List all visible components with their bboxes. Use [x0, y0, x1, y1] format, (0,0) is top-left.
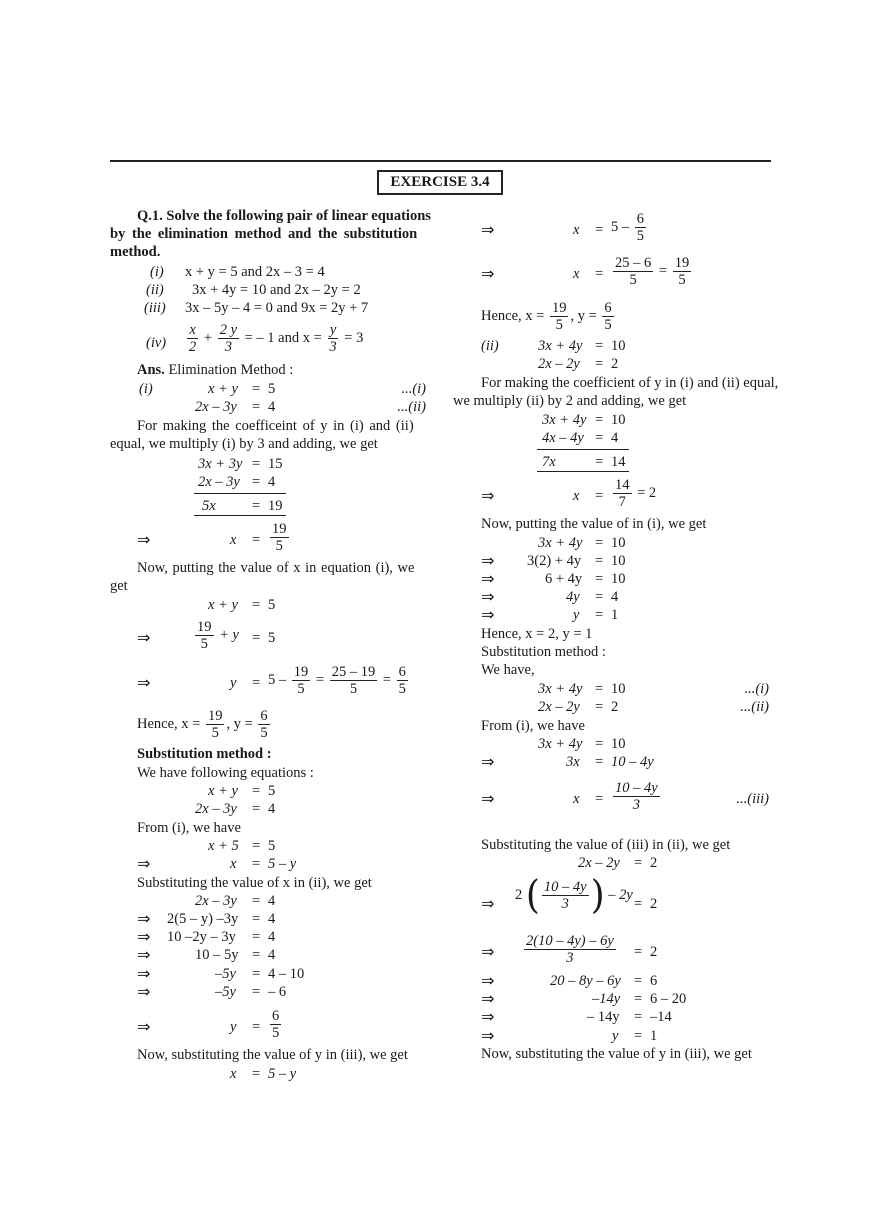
implies-icon: ⇒ — [481, 1007, 495, 1026]
a2-rhs: 4 — [611, 430, 619, 446]
r1-equals: = — [595, 222, 604, 238]
a3-rhs: 14 — [611, 454, 626, 470]
u1-lhs: 2x – 3y — [195, 893, 237, 909]
implies-icon: ⇒ — [481, 989, 495, 1008]
u6-rhs: – 6 — [268, 984, 287, 1000]
q1-rhs: 10 — [611, 681, 626, 697]
e1-equals: = — [595, 338, 604, 354]
part-ii-label: (ii) — [481, 338, 499, 354]
coef-text-2: equal, we multiply (i) by 3 and adding, we get — [110, 436, 378, 452]
q3-lhs: 3x + 4y — [538, 736, 583, 752]
w3-equals: = — [634, 944, 643, 960]
eq2-lhs: 2x – 3y — [195, 399, 237, 415]
q4-equals: = — [595, 754, 604, 770]
w5-rhs: 6 – 20 — [650, 991, 687, 1007]
u2-equals: = — [252, 911, 261, 927]
u7-lhs: y — [230, 1019, 237, 1035]
u5-lhs: –5y — [215, 966, 236, 982]
p2-lhs: 3(2) + 4y — [527, 553, 582, 569]
answer-heading: Ans. Elimination Method : — [137, 362, 294, 378]
t1-rhs: 5 — [268, 783, 276, 799]
w2-lhs: 2 ( $\frac{10 - 4y}{3}$ ) – 2y — [515, 872, 633, 918]
t2-equals: = — [252, 801, 261, 817]
subst-text: Substituting the value of x in (ii), we get — [137, 875, 372, 891]
x-variable: x — [230, 532, 237, 548]
u6-equals: = — [252, 984, 261, 1000]
hence-line: Hence, x = $\frac{19}{5}$ , y = $\frac{6}{5}$ — [137, 708, 268, 741]
e2-lhs: 2x – 2y — [538, 356, 580, 372]
implies-icon: ⇒ — [481, 587, 495, 606]
w4-equals: = — [634, 973, 643, 989]
coef-right-1: For making the coefficient of y in (i) and (ii) equal, — [481, 375, 779, 391]
w7-rhs: 1 — [650, 1028, 658, 1044]
r2-equals: = — [595, 266, 604, 282]
question-line-3: method. — [110, 244, 161, 260]
coef-right-2: we multiply (ii) by 2 and adding, we get — [453, 393, 687, 409]
item-iv-label: (iv) — [146, 335, 167, 351]
implies-icon: ⇒ — [137, 982, 151, 1001]
u8-rhs: 5 – y — [268, 1066, 297, 1082]
s3-lhs: y — [230, 675, 237, 691]
a2-lhs: 4x – 4y — [542, 430, 584, 446]
t3-equals: = — [252, 838, 261, 854]
s1-rhs: 5 — [268, 597, 276, 613]
implies-icon: ⇒ — [137, 1017, 151, 1036]
item-i-label: (i) — [150, 264, 164, 280]
add2-rhs: 4 — [268, 474, 276, 490]
a1-rhs: 10 — [611, 412, 626, 428]
add3-equals: = — [252, 498, 261, 514]
add2-equals: = — [252, 474, 261, 490]
put-text-2: get — [110, 578, 128, 594]
implies-icon: ⇒ — [481, 569, 495, 588]
u8-equals: = — [252, 1066, 261, 1082]
implies-icon: ⇒ — [137, 673, 151, 692]
t4-lhs: x — [230, 856, 237, 872]
t4-rhs: 5 – y — [268, 856, 297, 872]
implies-icon: ⇒ — [481, 1026, 495, 1045]
w2-rhs: 2 — [650, 896, 658, 912]
q5-tag: ...(iii) — [736, 791, 769, 807]
add3-lhs: 5x — [202, 498, 216, 514]
from-i-text: From (i), we have — [137, 820, 241, 836]
q2-equals: = — [595, 699, 604, 715]
item-iv-end: = 3 — [344, 329, 364, 346]
t2-rhs: 4 — [268, 801, 276, 817]
u7-equals: = — [252, 1019, 261, 1035]
u1-rhs: 4 — [268, 893, 276, 909]
w7-lhs: y — [612, 1028, 619, 1044]
eq2-tag: ...(ii) — [397, 399, 426, 415]
s3-rhs: 5 – $\frac{19}{5}$ = $\frac{25 - 19}{5}$ = $\frac{6}{5}$ — [268, 664, 406, 697]
u2-lhs: 2(5 – y) –3y — [167, 911, 239, 927]
eq1-equals: = — [252, 381, 261, 397]
item-ii-text: 3x + 4y = 10 and 2x – 2y = 2 — [192, 282, 361, 298]
put-text-1: Now, putting the value of x in equation (i), we — [137, 560, 415, 576]
u3-equals: = — [252, 929, 261, 945]
sum-rule-top-right — [537, 449, 629, 450]
q2-tag: ...(ii) — [740, 699, 769, 715]
implies-icon: ⇒ — [137, 927, 151, 946]
implies-icon: ⇒ — [137, 854, 151, 873]
s1-equals: = — [252, 597, 261, 613]
u5-equals: = — [252, 966, 261, 982]
w6-lhs: – 14y — [587, 1009, 620, 1025]
r2-lhs: x — [573, 266, 580, 282]
t2-lhs: 2x – 3y — [195, 801, 237, 817]
q3-rhs: 10 — [611, 736, 626, 752]
sum-rule-bottom — [194, 515, 286, 516]
p2-rhs: 10 — [611, 553, 626, 569]
q2-rhs: 2 — [611, 699, 619, 715]
q5-lhs: x — [573, 791, 580, 807]
implies-icon: ⇒ — [481, 220, 495, 239]
implies-icon: ⇒ — [481, 264, 495, 283]
u3-rhs: 4 — [268, 929, 276, 945]
eq2-rhs: 4 — [268, 399, 276, 415]
q1-lhs: 3x + 4y — [538, 681, 583, 697]
w3-lhs: $\frac{2(10 - 4y) - 6y}{3}$ — [526, 933, 614, 966]
s2-equals: = — [252, 630, 261, 646]
implies-icon: ⇒ — [481, 486, 495, 505]
e1-lhs: 3x + 4y — [538, 338, 583, 354]
hence-line-right: Hence, x = $\frac{19}{5}$ , y = $\frac{6}{5}$ — [481, 300, 612, 333]
r1-lhs: x — [573, 222, 580, 238]
u4-equals: = — [252, 947, 261, 963]
w5-equals: = — [634, 991, 643, 1007]
q4-rhs: 10 – 4y — [611, 754, 654, 770]
w1-lhs: 2x – 2y — [578, 855, 620, 871]
a2-equals: = — [595, 430, 604, 446]
p5-lhs: y — [573, 607, 580, 623]
w3-rhs: 2 — [650, 944, 658, 960]
s2-lhs: $\frac{19}{5}$ + y — [197, 619, 239, 652]
u4-rhs: 4 — [268, 947, 276, 963]
exercise-title: EXERCISE 3.4 — [377, 170, 503, 195]
x-solve-equals: = — [252, 532, 261, 548]
q5-equals: = — [595, 791, 604, 807]
u7-rhs: $\frac{6}{5}$ — [272, 1008, 280, 1041]
add1-lhs: 3x + 3y — [198, 456, 243, 472]
sum-rule-top — [194, 493, 286, 494]
s2-rhs: 5 — [268, 630, 276, 646]
r1-rhs: 5 – $\frac{6}{5}$ — [611, 211, 644, 244]
implies-icon: ⇒ — [481, 752, 495, 771]
substitution-heading: Substitution method : — [137, 746, 272, 762]
implies-icon: ⇒ — [137, 909, 151, 928]
w4-lhs: 20 – 8y – 6y — [550, 973, 621, 989]
w4-rhs: 6 — [650, 973, 658, 989]
p4-lhs: 4y — [566, 589, 580, 605]
implies-icon: ⇒ — [137, 945, 151, 964]
p3-rhs: 10 — [611, 571, 626, 587]
p4-rhs: 4 — [611, 589, 619, 605]
coef-text-1: For making the coefficeint of y in (i) and (ii) — [137, 418, 414, 434]
u5-rhs: 4 – 10 — [268, 966, 305, 982]
a4-rhs: $\frac{14}{7}$ = 2 — [615, 477, 657, 510]
add1-rhs: 15 — [268, 456, 283, 472]
question-line-1: Q.1. Solve the following pair of linear equations — [137, 208, 431, 224]
from-i-right: From (i), we have — [481, 718, 585, 734]
p2-equals: = — [595, 553, 604, 569]
item-iv-expression: $\frac{x}{2}$ + $\frac{2 y}{3}$ = – 1 and x = $\frac{y}{3}$ = 3 — [189, 322, 364, 355]
implies-icon: ⇒ — [137, 530, 151, 549]
e2-equals: = — [595, 356, 604, 372]
put-right: Now, putting the value of in (i), we get — [481, 516, 707, 532]
q1-tag: ...(i) — [744, 681, 769, 697]
u6-lhs: –5y — [215, 984, 236, 1000]
top-rule — [110, 160, 771, 162]
t3-lhs: x + 5 — [208, 838, 239, 854]
u8-lhs: x — [230, 1066, 237, 1082]
t1-equals: = — [252, 783, 261, 799]
p4-equals: = — [595, 589, 604, 605]
implies-icon: ⇒ — [481, 605, 495, 624]
part-i-label: (i) — [139, 381, 153, 397]
w1-rhs: 2 — [650, 855, 658, 871]
implies-icon: ⇒ — [481, 551, 495, 570]
item-iii-label: (iii) — [144, 300, 166, 316]
w2-equals: = — [634, 896, 643, 912]
sub-intro: We have following equations : — [137, 765, 314, 781]
q5-rhs: $\frac{10 - 4y}{3}$ — [615, 780, 658, 813]
u4-lhs: 10 – 5y — [195, 947, 239, 963]
p3-lhs: 6 + 4y — [545, 571, 583, 587]
x-fraction: $\frac{19}{5}$ — [272, 521, 287, 554]
w6-rhs: –14 — [650, 1009, 672, 1025]
we-have: We have, — [481, 662, 535, 678]
subst-right: Substituting the value of (iii) in (ii), we get — [481, 837, 731, 853]
add3-rhs: 19 — [268, 498, 283, 514]
eq1-tag: ...(i) — [401, 381, 426, 397]
p1-equals: = — [595, 535, 604, 551]
p5-equals: = — [595, 607, 604, 623]
add1-equals: = — [252, 456, 261, 472]
question-line-2: by the elimination method and the substitution — [110, 226, 418, 242]
a1-lhs: 3x + 4y — [542, 412, 587, 428]
a1-equals: = — [595, 412, 604, 428]
a4-equals: = — [595, 488, 604, 504]
eq1-rhs: 5 — [268, 381, 276, 397]
item-ii-label: (ii) — [146, 282, 164, 298]
sum-rule-bottom-right — [537, 471, 629, 472]
e1-rhs: 10 — [611, 338, 626, 354]
implies-icon: ⇒ — [137, 628, 151, 647]
q4-lhs: 3x — [566, 754, 580, 770]
a3-equals: = — [595, 454, 604, 470]
add2-lhs: 2x – 3y — [198, 474, 240, 490]
s3-equals: = — [252, 675, 261, 691]
now-sub-text: Now, substituting the value of y in (iii), we get — [137, 1047, 408, 1063]
p3-equals: = — [595, 571, 604, 587]
implies-icon: ⇒ — [481, 789, 495, 808]
t3-rhs: 5 — [268, 838, 276, 854]
t4-equals: = — [252, 856, 261, 872]
w1-equals: = — [634, 855, 643, 871]
s1-lhs: x + y — [208, 597, 238, 613]
implies-icon: ⇒ — [137, 964, 151, 983]
t1-lhs: x + y — [208, 783, 238, 799]
u3-lhs: 10 –2y – 3y — [167, 929, 236, 945]
eq2-equals: = — [252, 399, 261, 415]
p5-rhs: 1 — [611, 607, 619, 623]
u1-equals: = — [252, 893, 261, 909]
item-iii-text: 3x – 5y – 4 = 0 and 9x = 2y + 7 — [185, 300, 369, 316]
r2-rhs: $\frac{25 - 6}{5}$ = $\frac{19}{5}$ — [615, 255, 690, 288]
w5-lhs: –14y — [592, 991, 621, 1007]
w7-equals: = — [634, 1028, 643, 1044]
a3-lhs: 7x — [542, 454, 556, 470]
substitution-heading-right: Substitution method : — [481, 644, 606, 660]
item-iv-mid: = – 1 and x = — [244, 329, 322, 346]
p1-rhs: 10 — [611, 535, 626, 551]
p1-lhs: 3x + 4y — [538, 535, 583, 551]
a4-lhs: x — [573, 488, 580, 504]
w6-equals: = — [634, 1009, 643, 1025]
eq1-lhs: x + y — [208, 381, 238, 397]
implies-icon: ⇒ — [481, 942, 495, 961]
hence-2: Hence, x = 2, y = 1 — [481, 626, 593, 642]
implies-icon: ⇒ — [481, 894, 495, 913]
e2-rhs: 2 — [611, 356, 619, 372]
q1-equals: = — [595, 681, 604, 697]
q2-lhs: 2x – 2y — [538, 699, 580, 715]
u2-rhs: 4 — [268, 911, 276, 927]
implies-icon: ⇒ — [481, 971, 495, 990]
item-i-text: x + y = 5 and 2x – 3 = 4 — [185, 264, 325, 280]
q3-equals: = — [595, 736, 604, 752]
now-sub-right: Now, substituting the value of y in (iii), we get — [481, 1046, 752, 1062]
